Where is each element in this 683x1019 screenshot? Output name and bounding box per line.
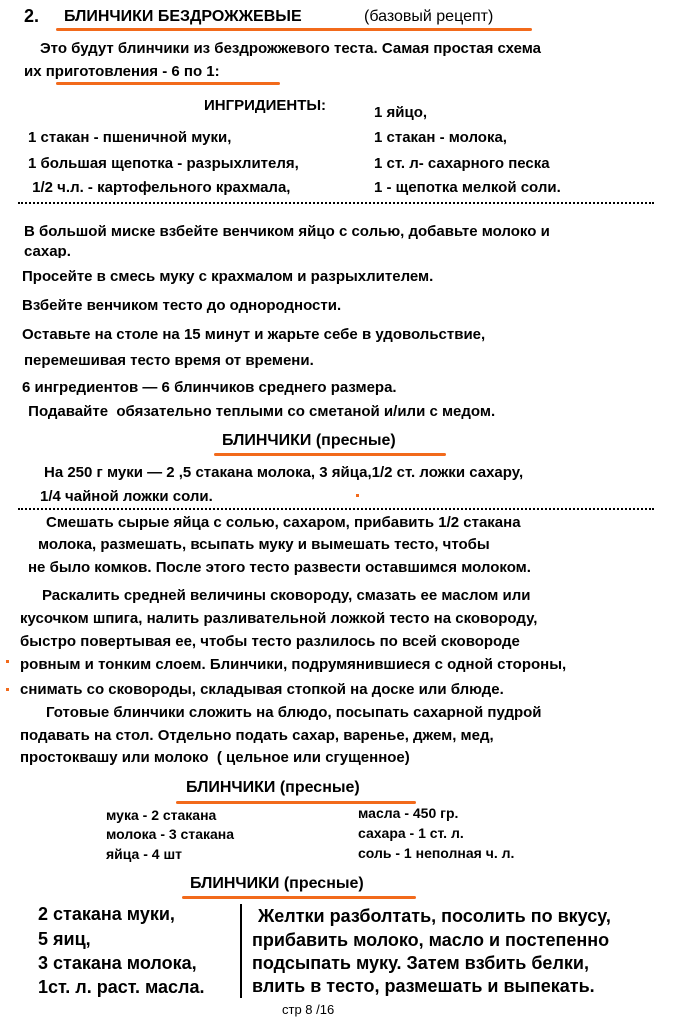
decorative-dot: [356, 494, 359, 497]
section-title: БЛИНЧИКИ (пресные): [186, 779, 360, 796]
body-line: снимать со сковороды, складывая стопкой на доске или блюде.: [20, 681, 504, 698]
ingredient-item: яйца - 4 шт: [106, 846, 182, 862]
title-underline: [214, 453, 446, 456]
step-line: Просейте в смесь муку с крахмалом и разрыхлителем.: [22, 268, 434, 285]
body-line: не было комков. После этого тесто развести оставшимся молоком.: [28, 559, 531, 576]
ingredients-line: На 250 г муки — 2 ,5 стакана молока, 3 яйца,1/2 ст. ложки сахару,: [44, 464, 524, 481]
body-line: молока, размешать, всыпать муку и вымешать тесто, чтобы: [38, 536, 490, 553]
instruction-line: влить в тесто, размешать и выпекать.: [252, 976, 595, 996]
section-title: БЛИНЧИКИ (пресные): [222, 432, 396, 449]
ingredient-item: 1 стакан - молока,: [374, 129, 507, 146]
body-line: Раскалить средней величины сковороду, смазать ее маслом или: [42, 587, 531, 604]
step-line: Взбейте венчиком тесто до однородности.: [22, 297, 342, 314]
ingredient-item: 1 - щепотка мелкой соли.: [374, 179, 561, 196]
intro-line: Это будут блинчики из бездрожжевого теста. Самая простая схема: [40, 40, 542, 57]
step-line: 6 ингредиентов — 6 блинчиков среднего размера.: [22, 379, 397, 396]
ingredient-item: соль - 1 неполная ч. л.: [358, 845, 515, 861]
ingredient-item: 2 стакана муки,: [38, 904, 175, 924]
body-line: кусочком шпига, налить разливательной ложкой тесто на сковороду,: [20, 610, 538, 627]
ingredient-item: масла - 450 гр.: [358, 805, 459, 821]
step-line: В большой миске взбейте венчиком яйцо с солью, добавьте молоко и: [24, 223, 550, 240]
title-underline: [56, 28, 532, 31]
ingredient-item: 1/2 ч.л. - картофельного крахмала,: [28, 179, 291, 196]
recipe-number: 2.: [24, 6, 40, 26]
dotted-divider: [18, 202, 654, 204]
ingredients-header: ИНГРИДИЕНТЫ:: [204, 97, 327, 114]
body-line: простоквашу или молоко ( цельное или сгущенное): [20, 749, 410, 766]
body-line: Готовые блинчики сложить на блюдо, посыпать сахарной пудрой: [46, 704, 542, 721]
title-underline: [182, 896, 416, 899]
ingredient-item: мука - 2 стакана: [106, 807, 217, 823]
dotted-divider: [18, 508, 654, 510]
column-divider: [240, 904, 242, 998]
ingredient-item: молока - 3 стакана: [106, 826, 235, 842]
recipe-title: БЛИНЧИКИ БЕЗДРОЖЖЕВЫЕ: [64, 8, 302, 25]
ingredient-item: 1 большая щепотка - разрыхлителя,: [28, 155, 299, 172]
instruction-line: подсыпать муку. Затем взбить белки,: [252, 953, 589, 973]
step-line: сахар.: [24, 243, 71, 258]
ingredient-item: 1 ст. л- сахарного песка: [374, 155, 550, 172]
decorative-dot: [6, 660, 9, 663]
body-line: подавать на стол. Отдельно подать сахар, варенье, джем, мед,: [20, 727, 494, 744]
section-title: БЛИНЧИКИ (пресные): [190, 875, 364, 892]
body-line: Смешать сырые яйца с солью, сахаром, прибавить 1/2 стакана: [46, 514, 521, 531]
instruction-line: Желтки разболтать, посолить по вкусу,: [258, 906, 611, 926]
decorative-dot: [6, 688, 9, 691]
title-underline: [176, 801, 416, 804]
ingredient-item: 1ст. л. раст. масла.: [38, 977, 205, 997]
step-line: Оставьте на столе на 15 минут и жарьте себе в удовольствие,: [22, 326, 486, 343]
instruction-line: прибавить молоко, масло и постепенно: [252, 930, 610, 950]
ingredient-item: 5 яиц,: [38, 929, 91, 949]
intro-underline: [56, 82, 280, 85]
page-number: стр 8 /16: [282, 1002, 335, 1017]
step-line: Подавайте обязательно теплыми со сметаной и/или с медом.: [24, 403, 496, 420]
ingredient-item: 3 стакана молока,: [38, 953, 197, 973]
ingredient-item: 1 стакан - пшеничной муки,: [28, 129, 232, 146]
recipe-subtitle: (базовый рецепт): [364, 8, 494, 25]
body-line: быстро повертывая ее, чтобы тесто разлилось по всей сковороде: [20, 633, 520, 650]
step-line: перемешивая тесто время от времени.: [24, 352, 314, 369]
ingredients-line: 1/4 чайной ложки соли.: [40, 488, 213, 505]
intro-line: их приготовления - 6 по 1:: [24, 63, 220, 80]
ingredient-item: сахара - 1 ст. л.: [358, 825, 464, 841]
ingredient-item: 1 яйцо,: [374, 104, 428, 121]
body-line: ровным и тонким слоем. Блинчики, подрумянившиеся с одной стороны,: [20, 656, 567, 673]
